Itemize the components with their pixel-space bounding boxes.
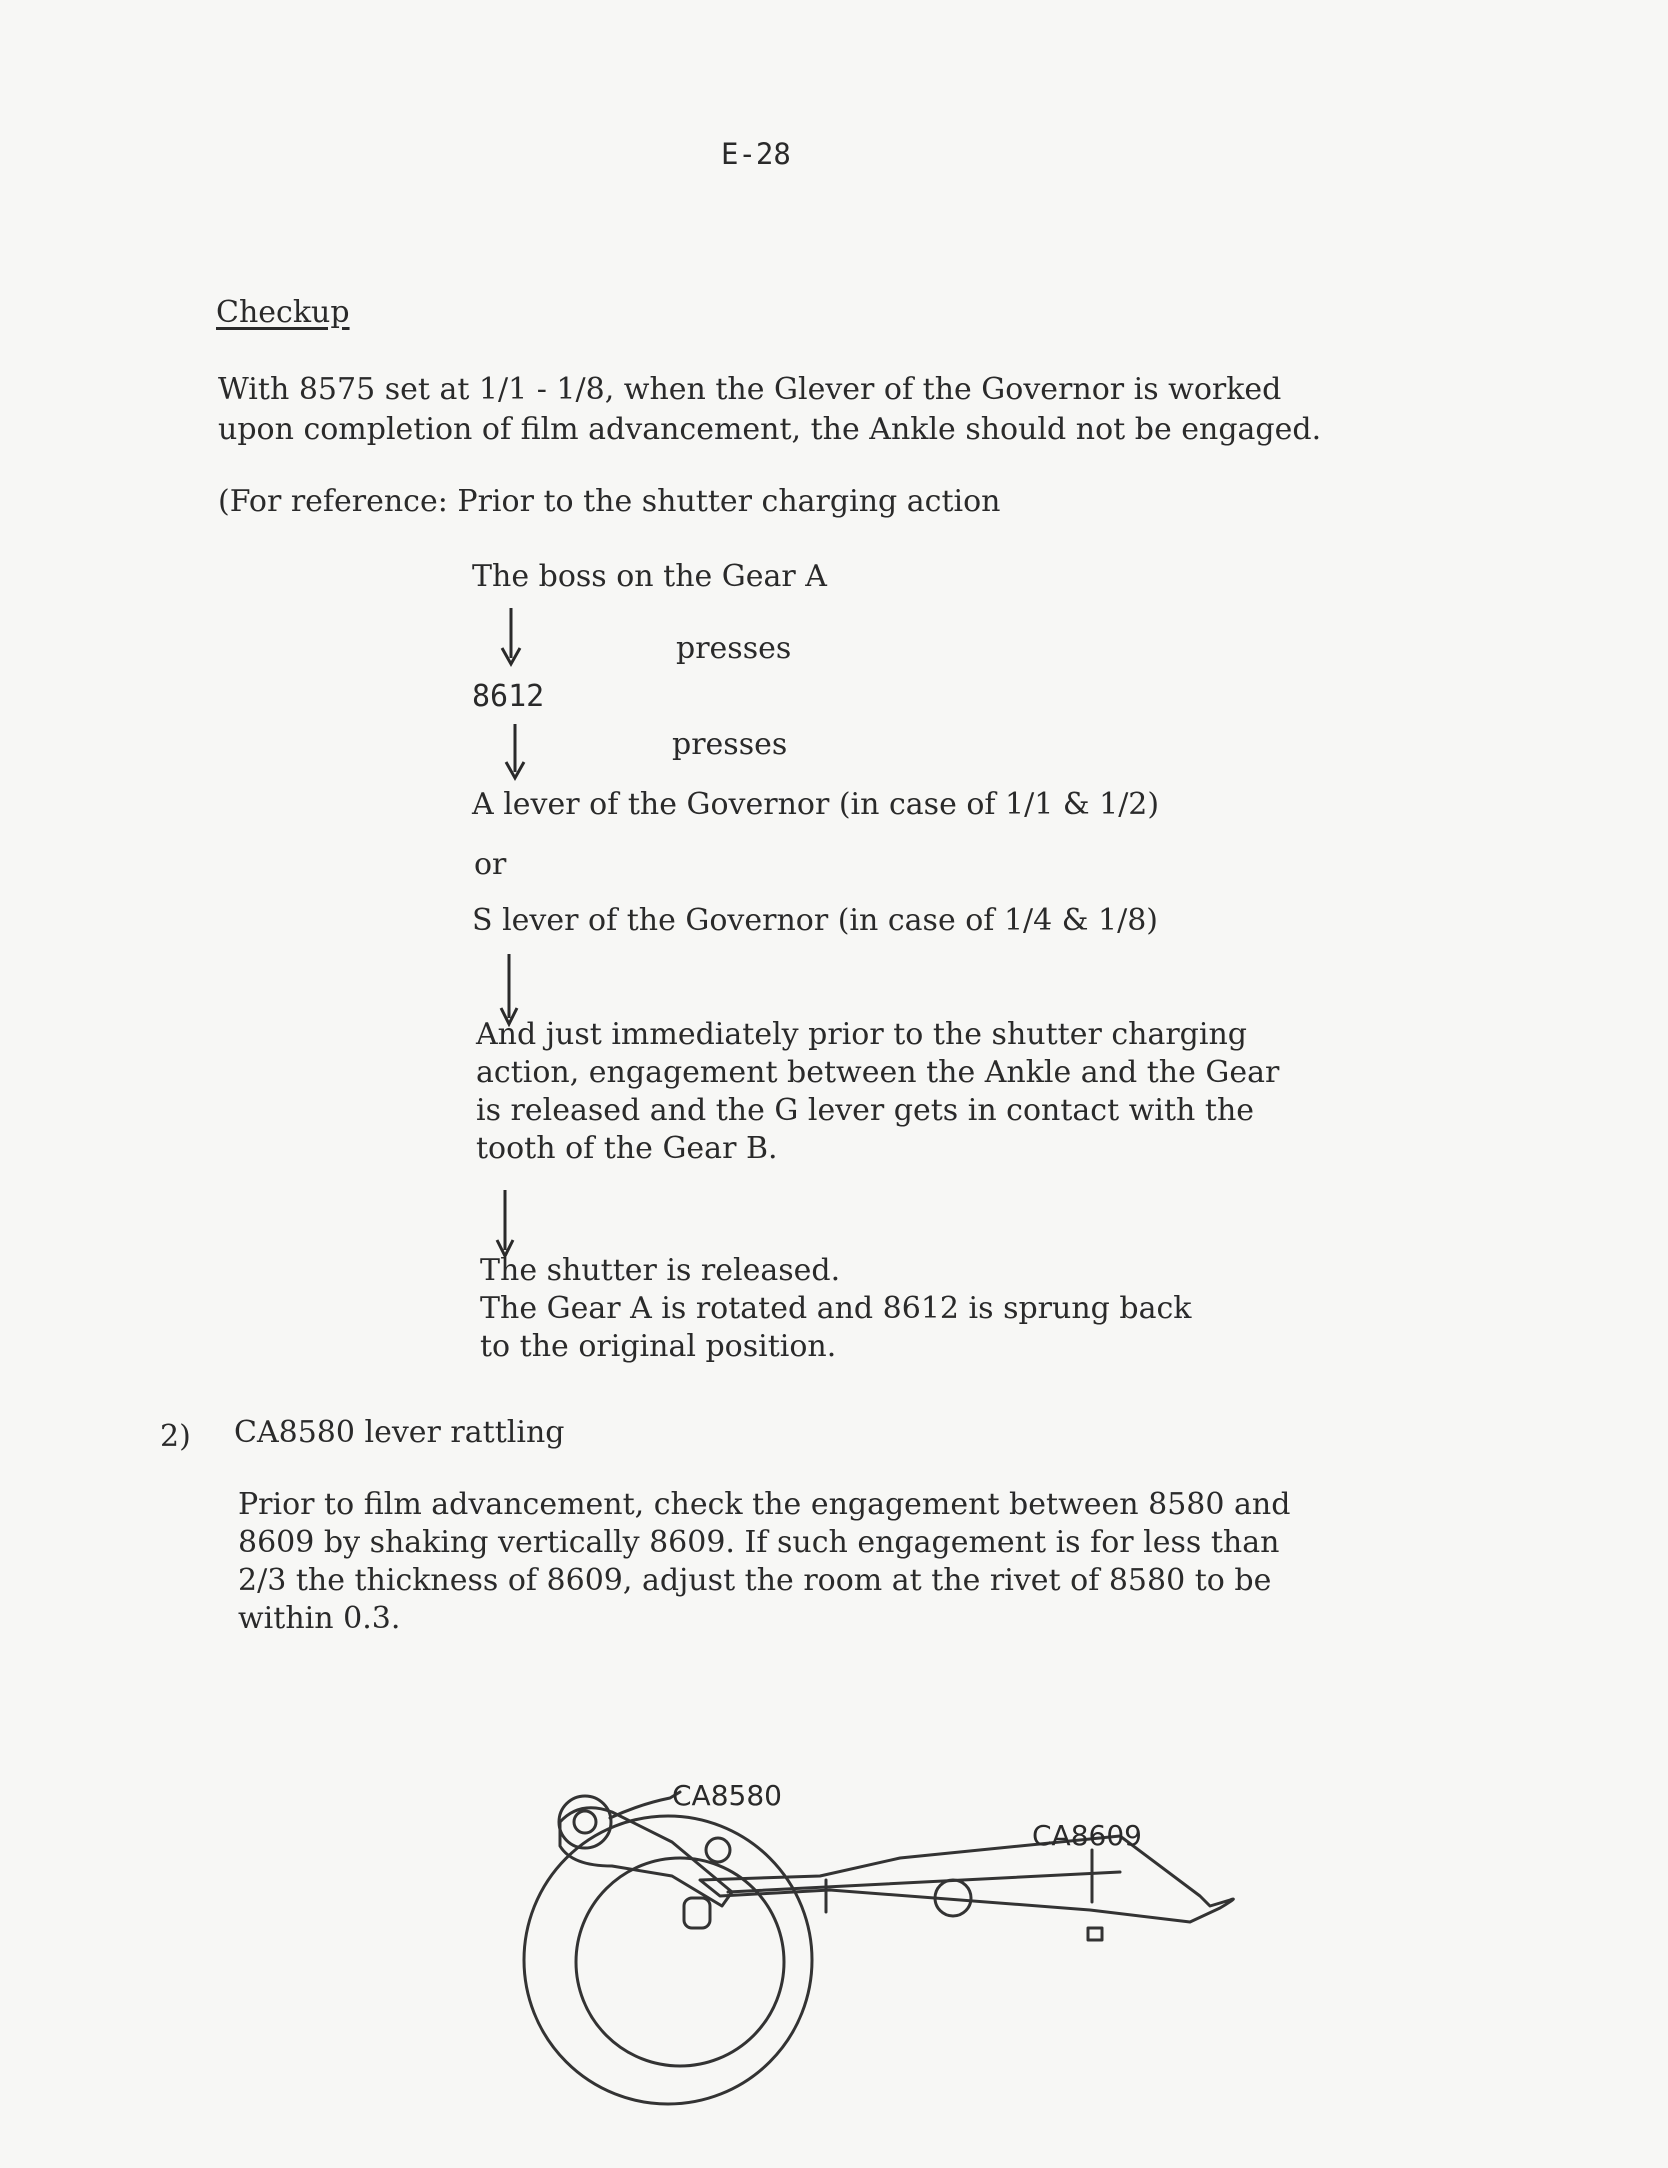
flow-text-line: tooth of the Gear B. xyxy=(476,1131,778,1166)
flow-step-a-lever: A lever of the Governor (in case of 1/1 & 1/2) xyxy=(472,787,1160,822)
item-text-line: 2/3 the thickness of 8609, adjust the room at the rivet of 8580 to be xyxy=(238,1563,1272,1598)
item-title: CA8580 lever rattling xyxy=(234,1415,565,1450)
flow-text-line: The Gear A is rotated and 8612 is sprung back xyxy=(480,1291,1192,1326)
lever-pivot-outer xyxy=(559,1796,611,1848)
section-title: Checkup xyxy=(216,295,350,330)
item-number: 2) xyxy=(160,1419,191,1454)
lever-pin xyxy=(684,1898,710,1928)
lever-pivot-inner xyxy=(574,1811,596,1833)
flow-text-line: is released and the G lever gets in contact with the xyxy=(476,1093,1255,1128)
flow-verb-presses: presses xyxy=(676,631,792,666)
flow-text-line: action, engagement between the Ankle and the Gear xyxy=(476,1055,1280,1090)
item-text-line: Prior to film advancement, check the engagement between 8580 and xyxy=(238,1487,1291,1522)
reference-intro: (For reference: Prior to the shutter charging action xyxy=(218,484,1001,519)
lever-rivet xyxy=(706,1838,730,1862)
flow-verb-presses: presses xyxy=(672,727,788,762)
flow-step-8612: 8612 xyxy=(472,679,545,714)
gear-inner xyxy=(576,1858,784,2066)
rod-edge xyxy=(728,1872,1120,1892)
rod-tab xyxy=(1088,1928,1102,1940)
page-number: E-28 xyxy=(721,137,791,171)
leader-ca8580 xyxy=(610,1792,680,1818)
flow-step-boss: The boss on the Gear A xyxy=(472,559,827,594)
flow-text-line: The shutter is released. xyxy=(480,1253,841,1288)
intro-line: With 8575 set at 1/1 - 1/8, when the Glever of the Governor is worked xyxy=(218,372,1282,407)
figure-label-ca8580: CA8580 xyxy=(672,1779,782,1812)
item-text-line: 8609 by shaking vertically 8609. If such engagement is for less than xyxy=(238,1525,1280,1560)
flow-step-s-lever: S lever of the Governor (in case of 1/4 & 1/8) xyxy=(472,903,1158,938)
figure-label-ca8609: CA8609 xyxy=(1032,1819,1142,1852)
intro-line: upon completion of film advancement, the Ankle should not be engaged. xyxy=(218,412,1322,447)
item-text-line: within 0.3. xyxy=(238,1601,401,1636)
flow-text-line: to the original position. xyxy=(480,1329,837,1364)
flow-text-line: And just immediately prior to the shutter charging xyxy=(476,1017,1248,1052)
flow-or: or xyxy=(474,847,507,882)
